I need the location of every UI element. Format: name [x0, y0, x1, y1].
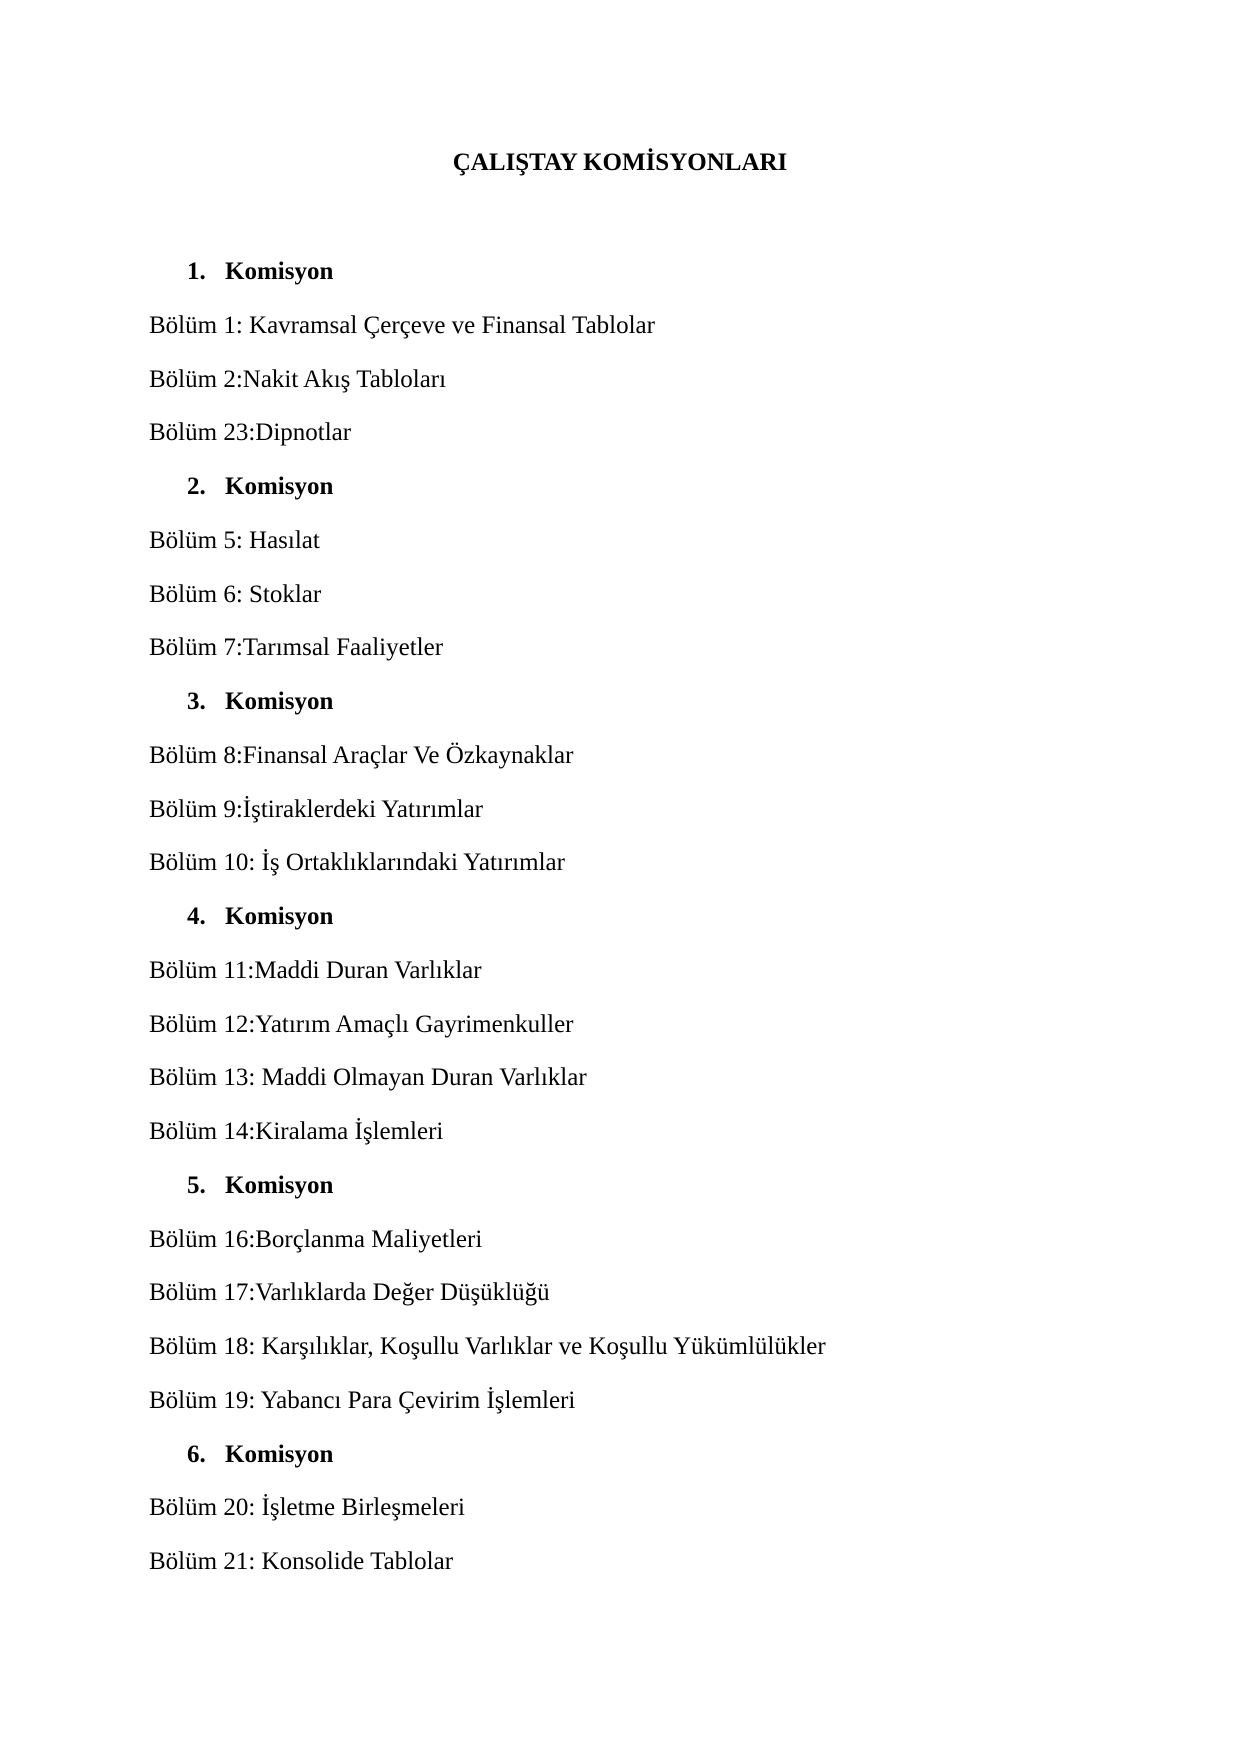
- section-item: Bölüm 11:Maddi Duran Varlıklar: [149, 956, 482, 984]
- commission-number: 6.: [187, 1440, 206, 1468]
- section-item: Bölüm 18: Karşılıklar, Koşullu Varlıklar ve Koşullu Yükümlülükler: [149, 1333, 826, 1360]
- commission-heading: [149, 685, 1149, 739]
- section-item: Bölüm 1: Kavramsal Çerçeve ve Finansal Tablolar: [149, 311, 655, 339]
- commission-heading: [149, 1438, 1149, 1492]
- section-item: Bölüm 20: İşletme Birleşmeleri: [149, 1494, 465, 1522]
- section-item: Bölüm 12:Yatırım Amaçlı Gayrimenkuller: [149, 1010, 574, 1038]
- commission-number: 5.: [187, 1171, 206, 1199]
- section-item: Bölüm 2:Nakit Akış Tabloları: [149, 365, 447, 393]
- section-item: Bölüm 23:Dipnotlar: [149, 419, 352, 447]
- section-item: Bölüm 10: İş Ortaklıklarındaki Yatırımlar: [149, 849, 565, 877]
- section-item: Bölüm 9:İştiraklerdeki Yatırımlar: [149, 795, 483, 823]
- section-item: Bölüm 14:Kiralama İşlemleri: [149, 1118, 444, 1145]
- section-item: Bölüm 13: Maddi Olmayan Duran Varlıklar: [149, 1064, 587, 1092]
- commission-heading: [149, 255, 1149, 309]
- commission-label: Komisyon: [225, 903, 334, 930]
- commission-heading: [149, 1169, 1149, 1223]
- section-item: Bölüm 7:Tarımsal Faaliyetler: [149, 634, 444, 662]
- commission-label: Komisyon: [225, 258, 334, 285]
- commission-number: 4.: [187, 903, 206, 930]
- commission-label: Komisyon: [225, 688, 334, 715]
- section-item: Bölüm 17:Varlıklarda Değer Düşüklüğü: [149, 1279, 550, 1307]
- commission-heading: [149, 470, 1149, 524]
- section-item: Bölüm 5: Hasılat: [149, 526, 320, 554]
- section-item: Bölüm 8:Finansal Araçlar Ve Özkaynaklar: [149, 741, 574, 769]
- commission-number: 3.: [187, 688, 206, 715]
- section-item: Bölüm 21: Konsolide Tablolar: [149, 1548, 454, 1575]
- commission-label: Komisyon: [225, 1440, 334, 1468]
- commission-label: Komisyon: [225, 1171, 334, 1199]
- commission-heading: [149, 900, 1149, 954]
- section-item: Bölüm 16:Borçlanma Maliyetleri: [149, 1225, 483, 1253]
- commission-label: Komisyon: [225, 473, 334, 500]
- commission-number: 2.: [187, 473, 206, 500]
- section-item: Bölüm 19: Yabancı Para Çevirim İşlemleri: [149, 1386, 576, 1414]
- section-item: Bölüm 6: Stoklar: [149, 580, 322, 608]
- commission-number: 1.: [187, 258, 206, 285]
- commission-list: [149, 255, 1149, 1599]
- page-title: ÇALIŞTAY KOMİSYONLARI: [452, 149, 788, 176]
